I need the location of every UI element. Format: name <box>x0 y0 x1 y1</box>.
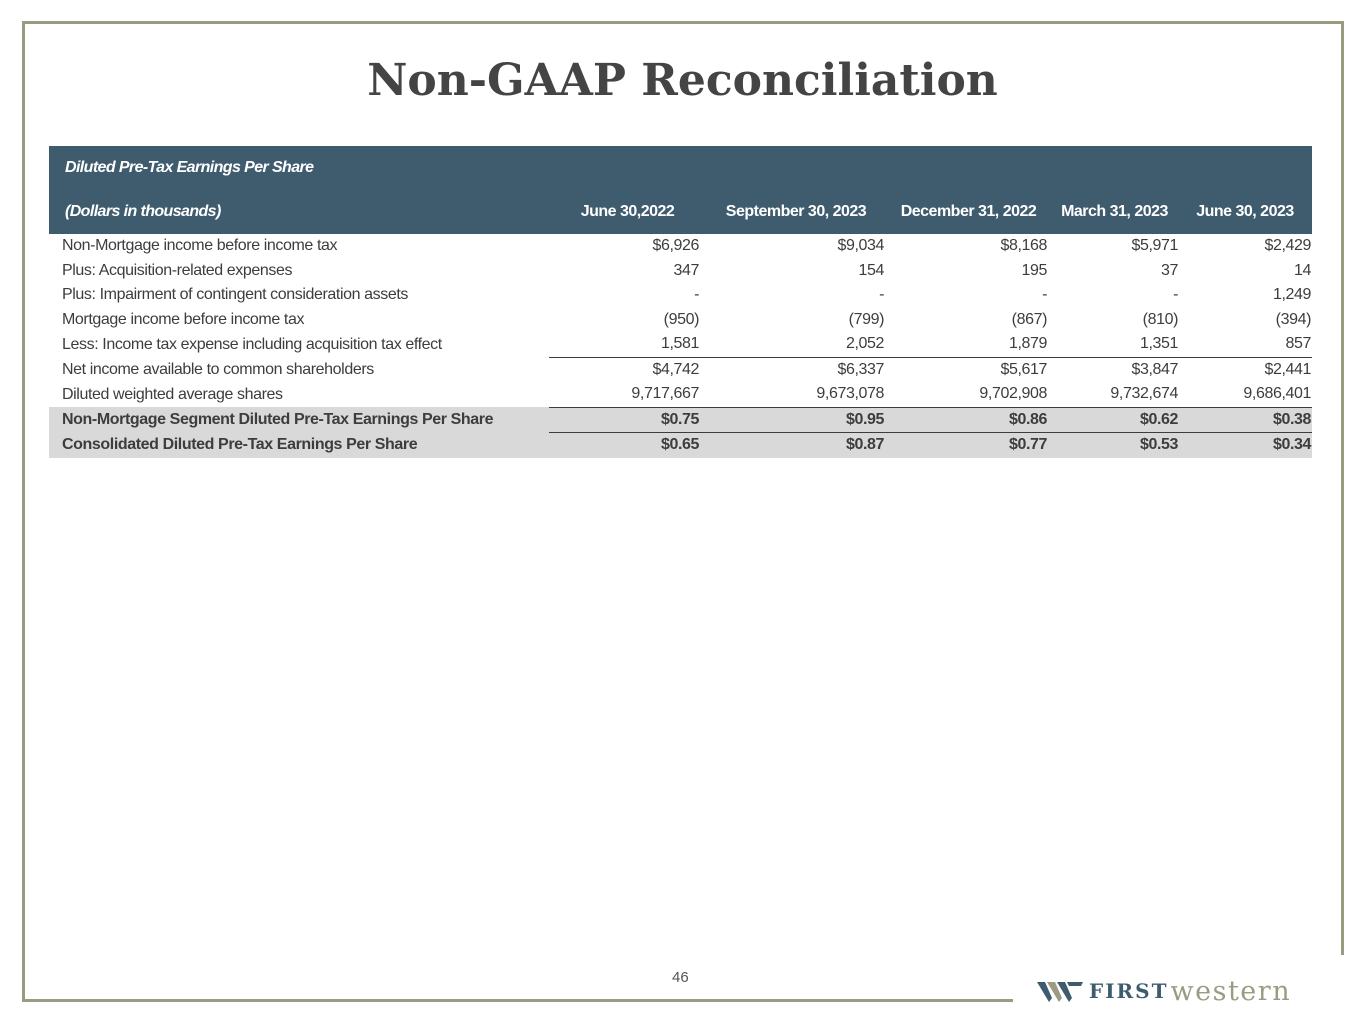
frame-right-border <box>1341 21 1344 955</box>
frame-bottom-border <box>22 999 1013 1002</box>
page-title: Non-GAAP Reconciliation <box>367 55 998 106</box>
column-header: December 31, 2022 <box>900 203 1037 220</box>
row-value: - <box>1042 286 1047 304</box>
row-value: $5,971 <box>1131 237 1178 255</box>
page-number: 46 <box>672 969 689 986</box>
row-value: 9,717,667 <box>549 382 706 407</box>
row-label: Plus: Impairment of contingent consideration assets <box>62 286 409 304</box>
row-value: 14 <box>1294 261 1311 279</box>
row-value: $6,926 <box>652 237 699 255</box>
logo-text-first: FIRST <box>1089 979 1169 1003</box>
row-value: $0.62 <box>1051 407 1178 433</box>
row-value: $0.75 <box>549 407 706 433</box>
row-value: $2,429 <box>1264 237 1311 255</box>
row-value: $3,847 <box>1131 360 1178 378</box>
table-row <box>49 382 1312 407</box>
logo-text-western: western <box>1170 975 1292 1007</box>
row-label: Non-Mortgage income before income tax <box>62 237 338 255</box>
row-value: $2,441 <box>1264 360 1311 378</box>
row-value: 9,686,401 <box>1178 382 1312 407</box>
company-logo <box>1037 976 1291 1006</box>
table-row <box>49 357 1312 382</box>
row-value: - <box>694 286 699 304</box>
row-label: Consolidated Diluted Pre-Tax Earnings Per Share <box>49 433 549 458</box>
row-value: 9,673,078 <box>706 382 886 407</box>
row-value: $8,168 <box>1000 237 1047 255</box>
table-header-row-title <box>49 146 1312 190</box>
units-label: (Dollars in thousands) <box>65 203 221 220</box>
table-row-highlight <box>49 433 1312 458</box>
table-row <box>49 332 1312 357</box>
row-value: - <box>879 286 884 304</box>
table-row <box>49 259 1312 284</box>
frame-top-border <box>22 21 1344 24</box>
row-value: (394) <box>1275 310 1311 328</box>
row-value: 1,879 <box>886 332 1051 357</box>
row-value: (799) <box>848 310 884 328</box>
row-value: - <box>1173 286 1178 304</box>
row-value: 9,732,674 <box>1051 382 1178 407</box>
row-value: $0.86 <box>886 407 1051 433</box>
row-value: $0.65 <box>549 433 706 458</box>
row-label: Net income available to common shareholders <box>62 360 374 378</box>
row-value: (810) <box>1142 310 1178 328</box>
frame-left-border <box>22 21 25 1002</box>
table-row-highlight <box>49 407 1312 433</box>
table-header-row-columns <box>49 190 1312 234</box>
row-value: $0.34 <box>1178 433 1312 458</box>
row-value: 1,351 <box>1051 332 1178 357</box>
row-value: (867) <box>1011 310 1047 328</box>
row-value: 857 <box>1178 332 1312 357</box>
row-value: $0.53 <box>1051 433 1178 458</box>
row-value: $9,034 <box>837 237 884 255</box>
row-label: Mortgage income before income tax <box>62 310 305 328</box>
row-value: 195 <box>1021 261 1047 279</box>
row-value: 9,702,908 <box>886 382 1051 407</box>
row-value: 2,052 <box>706 332 886 357</box>
column-header: March 31, 2023 <box>1061 203 1168 220</box>
row-value: $0.87 <box>706 433 886 458</box>
row-label: Plus: Acquisition-related expenses <box>62 261 293 279</box>
row-value: 1,249 <box>1272 286 1311 304</box>
w-logo-icon <box>1037 978 1083 1004</box>
column-header: June 30,2022 <box>580 203 675 220</box>
row-value: 347 <box>673 261 699 279</box>
row-label: Non-Mortgage Segment Diluted Pre-Tax Earnings Per Share <box>49 407 549 433</box>
row-label: Diluted weighted average shares <box>62 385 283 403</box>
row-value: 37 <box>1161 261 1178 279</box>
row-label: Less: Income tax expense including acquisition tax effect <box>62 335 442 353</box>
reconciliation-table-container <box>49 146 1312 458</box>
row-value: $5,617 <box>1000 360 1047 378</box>
column-header: June 30, 2023 <box>1196 203 1294 220</box>
row-value: $0.38 <box>1178 407 1312 433</box>
table-row <box>49 234 1312 259</box>
column-header: September 30, 2023 <box>725 203 867 220</box>
row-value: $4,742 <box>652 360 699 378</box>
table-row <box>49 308 1312 333</box>
row-value: (950) <box>663 310 699 328</box>
row-value: $0.77 <box>886 433 1051 458</box>
table-row <box>49 283 1312 308</box>
row-value: 1,581 <box>549 332 706 357</box>
row-value: $0.95 <box>706 407 886 433</box>
row-value: 154 <box>858 261 884 279</box>
reconciliation-table <box>49 146 1312 458</box>
row-value: $6,337 <box>837 360 884 378</box>
section-title: Diluted Pre-Tax Earnings Per Share <box>65 159 314 176</box>
